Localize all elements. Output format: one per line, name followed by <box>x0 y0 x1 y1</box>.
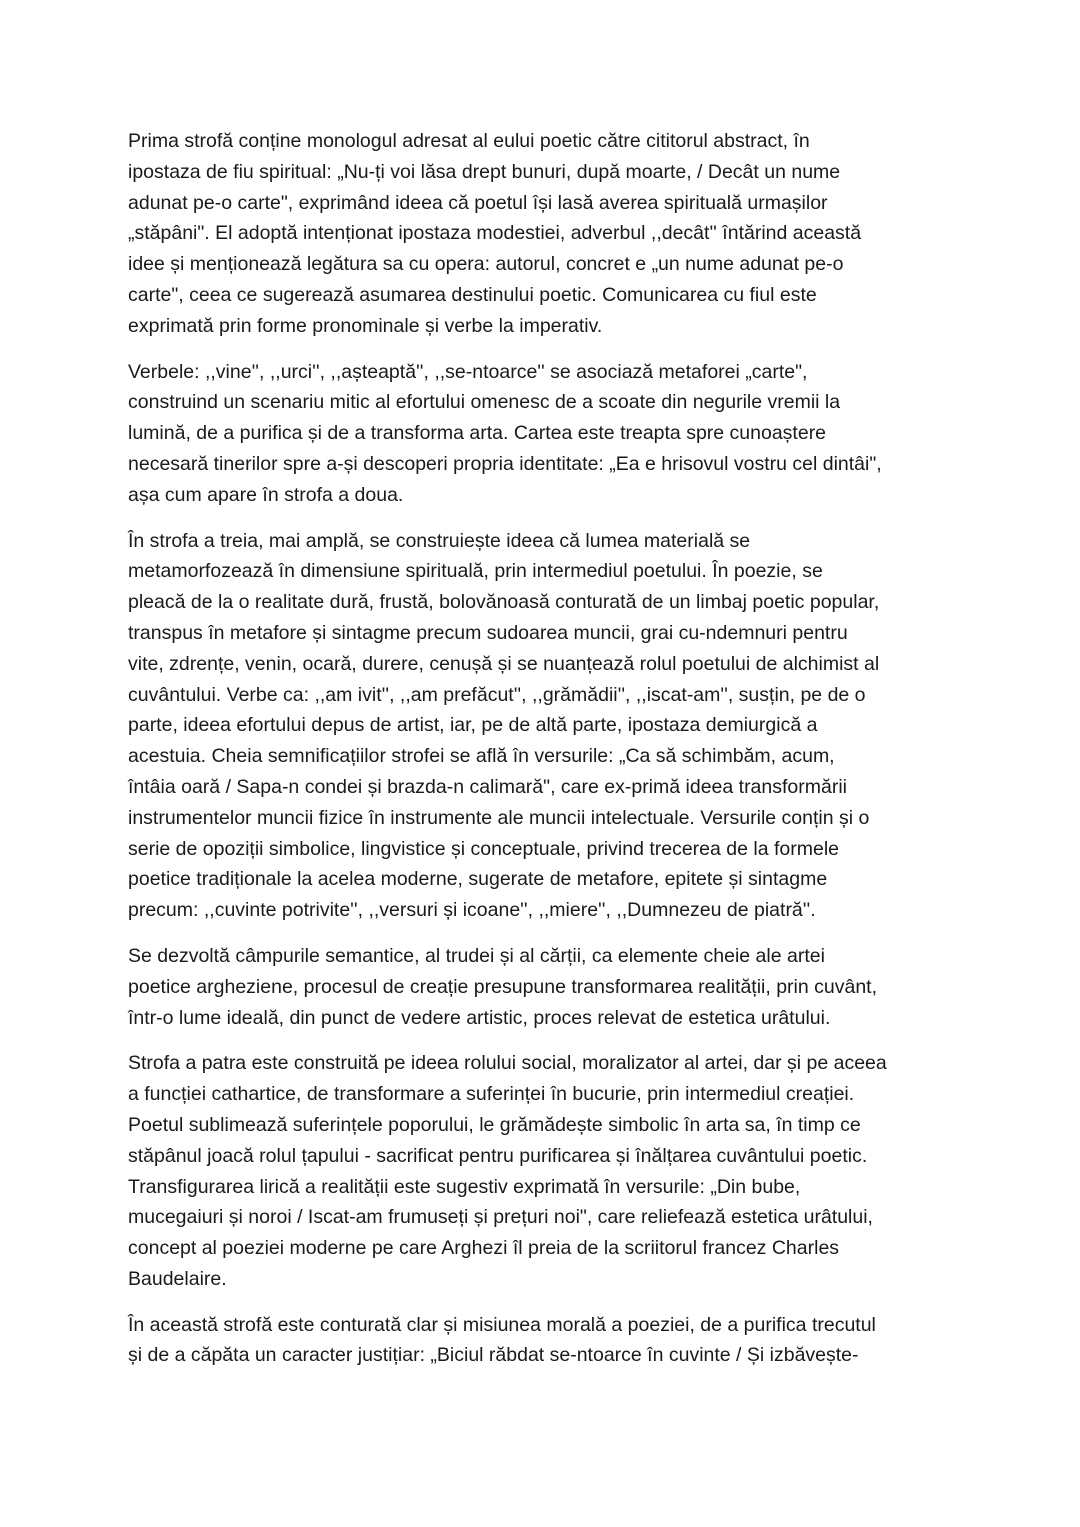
document-body <box>128 126 952 1386</box>
paragraph-3: În strofa a treia, mai amplă, se construiește ideea că lumea materială se metamorfozează în dimensiune spirituală, prin intermediul poetului. În poezie, se pleacă de la o realitate dură, frustă, bolovănoasă conturată de un limbaj poetic popular, transpus în metafore și sintagme precum sudoarea muncii, grai cu-ndemnuri pentru vite, zdrențe, venin, ocară, durere, cenușă și se nuanțează rolul poetului de alchimist al cuvântului. Verbe ca: ,,am ivit'', ,,am prefăcut'', ,,grămădii'', ,,iscat-am'', susțin, pe de o parte, ideea efortului depus de artist, iar, pe de altă parte, ipostaza demiurgică a acestuia. Cheia semnificațiilor strofei se află în versurile: „Ca să schimbăm, acum, întâia oară / Sapa-n condei și brazda-n calimară", care ex-primă ideea transformării instrumentelor muncii fizice în instrumente ale muncii intelectuale. Versurile conțin și o serie de opoziții simbolice, lingvistice și conceptuale, privind trecerea de la formele poetice tradiționale la acelea moderne, sugerate de metafore, epitete și sintagme precum: ,,cuvinte potrivite'', ,,versuri și icoane'', ,,miere'', ,,Dumnezeu de piatră''. <box>128 529 880 922</box>
paragraph-4: Se dezvoltă câmpurile semantice, al trudei și al cărții, ca elemente cheie ale artei poetice argheziene, procesul de creație presupune transformarea realității, prin cuvânt, într-o lume ideală, din punct de vedere artistic, proces relevat de estetica urâtului. <box>128 944 878 1029</box>
paragraph-2: Verbele: ,,vine'', ,,urci'', ,,așteaptă'', ,,se-ntoarce'' se asociază metaforei „carte", construind un scenariu mitic al efortului omenesc de a scoate din negurile vremii la lumină, de a purifica și de a transforma arta. Cartea este treapta spre cunoaștere necesară tinerilor spre a-și descoperi propria identitate: „Ea e hrisovul vostru cel dintâi", așa cum apare în strofa a doua. <box>128 360 882 506</box>
paragraph-1: Prima strofă conține monologul adresat al eului poetic către cititorul abstract, în ipostaza de fiu spiritual: „Nu-ți voi lăsa drept bunuri, după moarte, / Decât un nume adunat pe-o carte", exprimând ideea că poetul își lasă averea spirituală urmașilor „stăpâni". El adoptă intenționat ipostaza modestiei, adverbul ,,decât'' întărind această idee și menționează legătura sa cu opera: autorul, concret e „un nume adunat pe-o carte", ceea ce sugerează asumarea destinului poetic. Comunicarea cu fiul este exprimată prin forme pronominale și verbe la imperativ. <box>128 130 862 337</box>
paragraph-5: Strofa a patra este construită pe ideea rolului social, moralizator al artei, dar și pe aceea a funcției cathartice, de transformare a suferinței în bucurie, prin intermediul creației. Poetul sublimează suferințele poporului, le grămădește simbolic în arta sa, în timp ce stăpânul joacă rolul țapului - sacrificat pentru purificarea și înălțarea cuvântului poetic. Transfigurarea lirică a realității este sugestiv exprimată în versurile: „Din bube, mucegaiuri și noroi / Iscat-am frumuseți și prețuri noi", care reliefează estetica urâtului, concept al poeziei moderne pe care Arghezi îl preia de la scriitorul francez Charles Baudelaire. <box>128 1052 887 1290</box>
paragraph-6: În această strofă este conturată clar și misiunea morală a poeziei, de a purifica trecutul și de a căpăta un caracter justițiar: „Biciul răbdat se-ntoarce în cuvinte / Și izbăvește- <box>128 1313 876 1367</box>
